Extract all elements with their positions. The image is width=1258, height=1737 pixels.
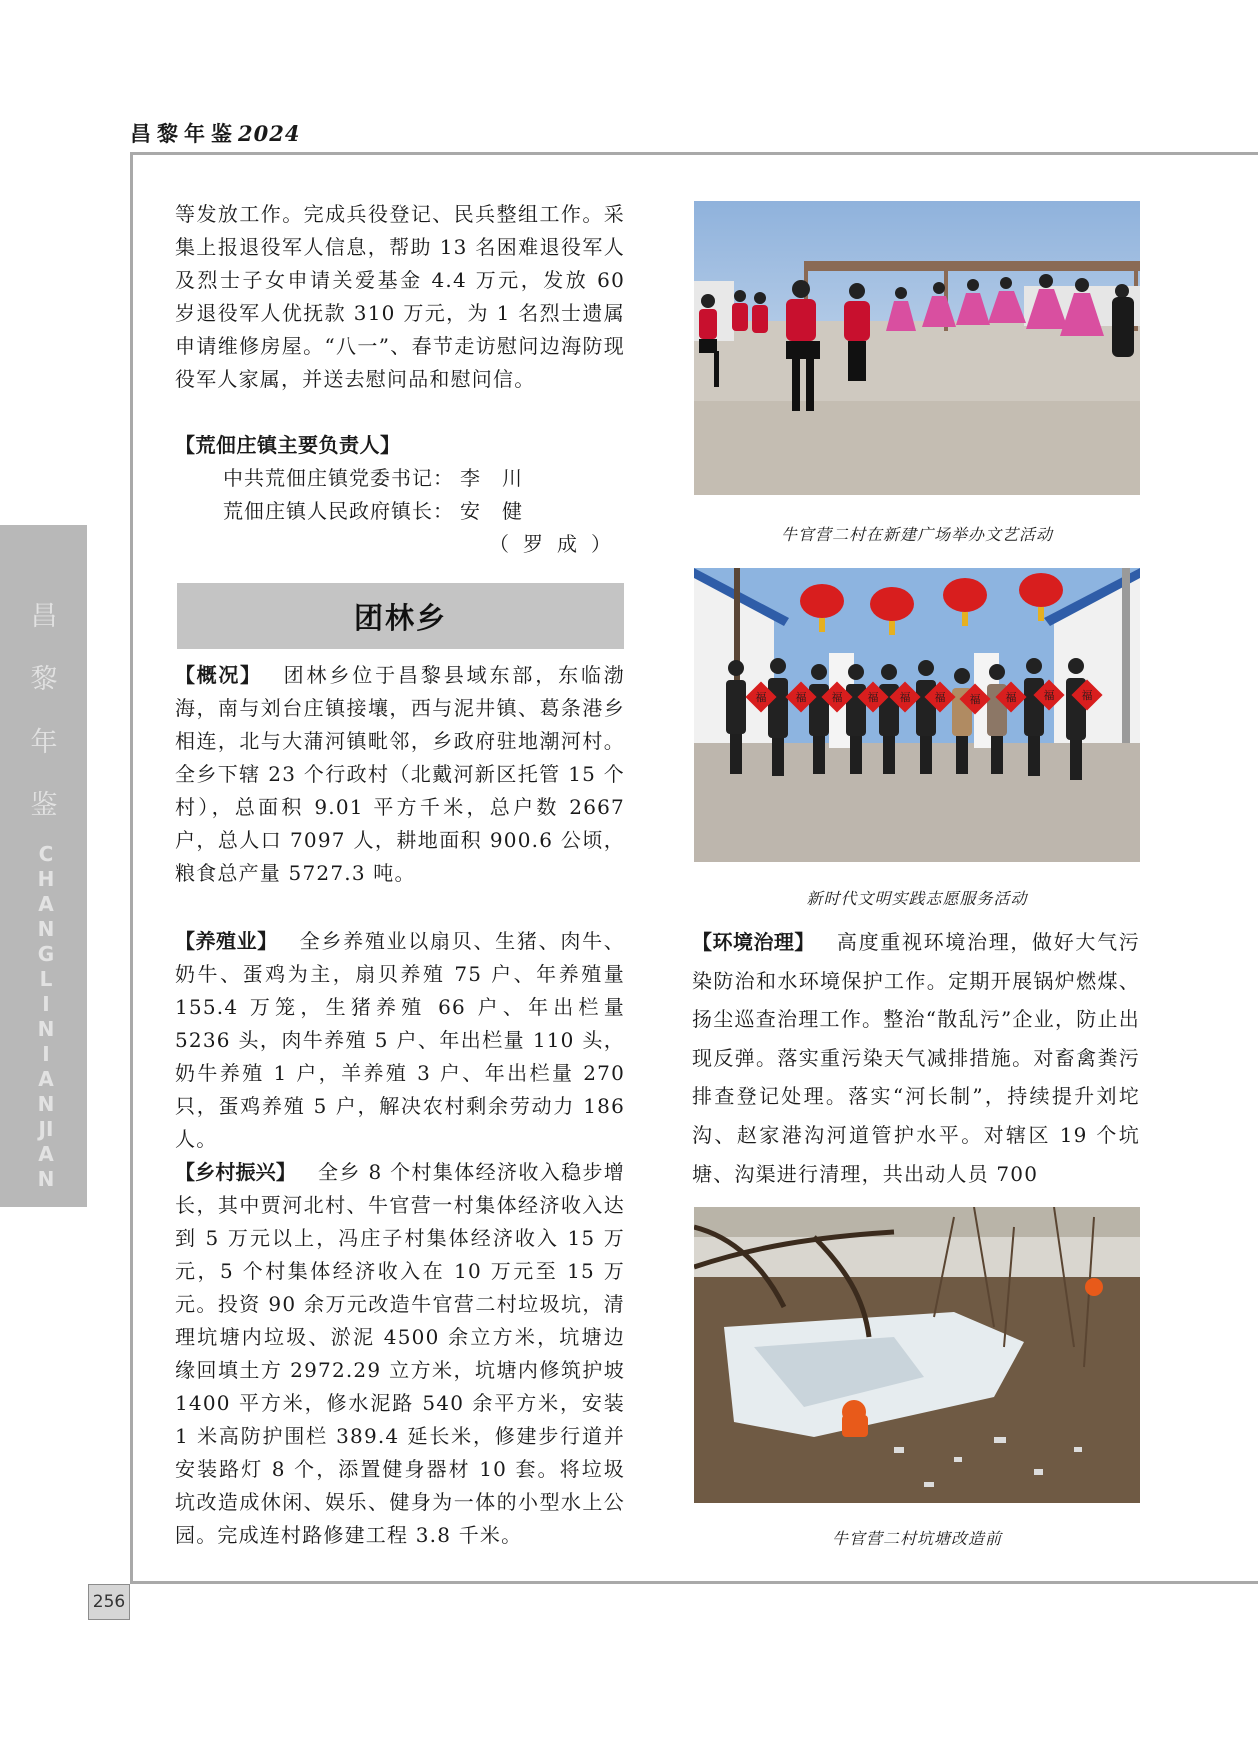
overview-block — [175, 659, 625, 890]
bottom-rule — [130, 1581, 1258, 1584]
fu-character: 福 — [899, 691, 911, 704]
fu-character: 福 — [934, 691, 946, 704]
breeding-block — [175, 925, 625, 1156]
environment-text: 高度重视环境治理，做好大气污染防治和水环境保护工作。定期开展锅炉燃煤、扬尘巡查治理工作。整治“散乱污”企业，防止出现反弹。落实重污染天气减排措施。对畜禽粪污排查登记处理。落实“河长制”，持续提升刘坨沟、赵家港沟河道管护水平。对辖区 19 个坑塘、沟渠进行清理，共出动人员 700 — [692, 930, 1140, 1186]
leaders-title: 【荒佃庄镇主要负责人】 — [175, 433, 401, 457]
fu-character: 福 — [969, 693, 981, 706]
fu-character: 福 — [1043, 689, 1055, 702]
page-number: 256 — [88, 1584, 130, 1620]
fu-character: 福 — [867, 691, 879, 704]
fu-character: 福 — [1005, 691, 1017, 704]
environment-label: 【环境治理】 — [692, 930, 815, 954]
photo-volunteer-activity — [694, 568, 1140, 862]
header-title: 昌黎年鉴 — [130, 121, 238, 146]
photo1-caption: 牛官营二村在新建广场举办文艺活动 — [780, 525, 1053, 544]
overview-label: 【概况】 — [175, 663, 262, 687]
pond-photo-illustration — [694, 1207, 1140, 1503]
leader-role: 荒佃庄镇人民政府镇长： — [223, 499, 454, 523]
rural-block — [175, 1156, 625, 1552]
breeding-label: 【养殖业】 — [175, 929, 278, 953]
rural-text: 全乡 8 个村集体经济收入稳步增长，其中贾河北村、牛官营一村集体经济收入达到 5 万元以上，冯庄子村集体经济收入 15 万元，5 个村集体经济收入在 10 万元至 15 万元。投资 90 余万元改造牛官营二村垃圾坑，清理坑塘内垃圾、淤泥 4500 余立方米，坑塘边缘回填土方 2972.29 立方米，坑塘内修筑护坡 1400 平方米，修水泥路 540 余平方米，安装 1 米高防护围栏 389.4 延长米，修建步行道并安装路灯 8 个，添置健身器材 10 套。将垃圾坑改造成休闲、娱乐、健身为一体的小型水上公园。完成连村路修建工程 3.8 千米。 — [175, 1160, 626, 1547]
intro-block — [175, 198, 625, 396]
section-title: 团林乡 — [177, 583, 624, 649]
leader-name: 安健 — [460, 499, 544, 523]
leaders-block — [175, 429, 625, 561]
overview-text: 团林乡位于昌黎县域东部，东临渤海，南与刘台庄镇接壤，西与泥井镇、葛条港乡相连，北与大蒲河镇毗邻，乡政府驻地潮河村。全乡下辖 23 个行政村（北戴河新区托管 15 个村），总面积 9.01 平方千米，总户数 2667 户，总人口 7097 人，耕地面积 900.6 公顷，粮食总产量 5727.3 吨。 — [175, 663, 626, 885]
leader-name: 李川 — [460, 466, 544, 490]
dance-photo-illustration — [694, 201, 1140, 495]
rural-label: 【乡村振兴】 — [175, 1160, 297, 1184]
volunteer-photo-illustration — [694, 568, 1140, 862]
breeding-text: 全乡养殖业以扇贝、生猪、肉牛、奶牛、蛋鸡为主，扇贝养殖 75 户、年养殖量 155.4 万笼，生猪养殖 66 户、年出栏量 5236 头，肉牛养殖 5 户、年出栏量 110 头，奶牛养殖 1 户，羊养殖 3 户、年出栏量 270 只，蛋鸡养殖 5 户，解决农村剩余劳动力 186 人。 — [175, 929, 626, 1151]
side-tab-chinese: 昌黎年鉴 — [30, 601, 58, 821]
intro-paragraph: 等发放工作。完成兵役登记、民兵整组工作。采集上报退役军人信息，帮助 13 名困难退役军人及烈士子女申请关爱基金 4.4 万元，发放 60 岁退役军人优抚款 310 万元，为 1 名烈士遗属申请维修房屋。“八一”、春节走访慰问边海防现役军人家属，并送去慰问品和慰问信。 — [175, 202, 625, 391]
side-tab-english: CHANGLINIANJIAN — [37, 842, 55, 1191]
fu-character: 福 — [831, 691, 843, 704]
fu-character: 福 — [755, 691, 767, 704]
top-rule — [130, 152, 1258, 155]
fu-character: 福 — [795, 691, 807, 704]
leader-row — [175, 495, 625, 528]
photo2-caption: 新时代文明实践志愿服务活动 — [806, 889, 1028, 908]
leader-role: 中共荒佃庄镇党委书记： — [223, 466, 454, 490]
fu-character: 福 — [1081, 689, 1093, 702]
author-credit: （罗成） — [489, 532, 625, 556]
leader-row — [175, 462, 625, 495]
running-header — [130, 118, 300, 148]
header-year: 2024 — [238, 121, 301, 146]
photo-dance-activity — [694, 201, 1140, 495]
photo-pond-before — [694, 1207, 1140, 1503]
photo3-caption: 牛官营二村坑塘改造前 — [831, 1529, 1002, 1548]
environment-block — [692, 923, 1140, 1193]
left-rule — [130, 152, 133, 1584]
